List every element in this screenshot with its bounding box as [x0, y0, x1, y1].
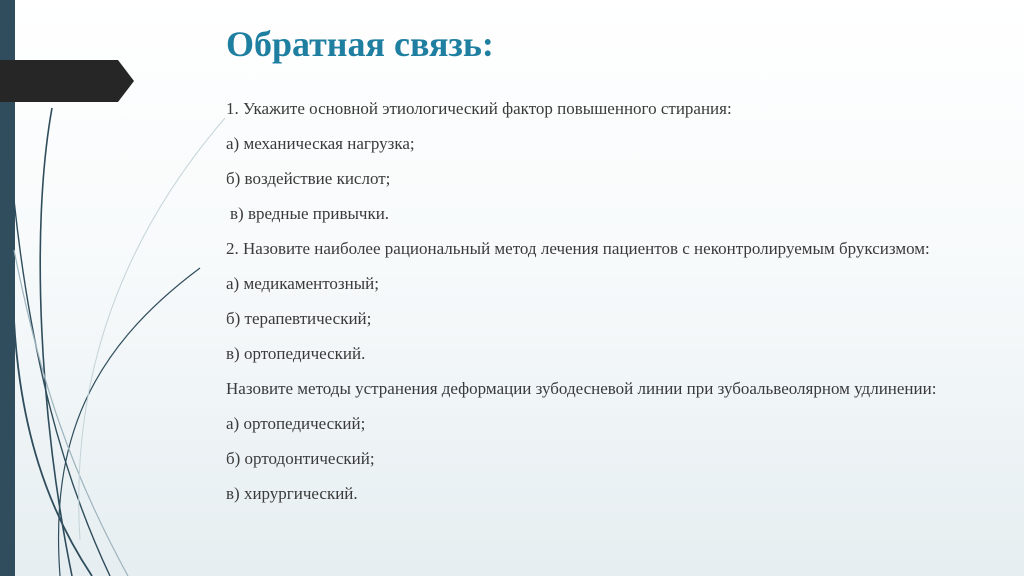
- answer-option: а) медикаментозный;: [226, 274, 379, 293]
- question-3-text: Назовите методы устранения деформации зубодесневой линии при зубоальвеолярном удлинении:: [226, 379, 937, 398]
- answer-option: б) воздействие кислот;: [226, 169, 391, 188]
- deco-curve-5: [79, 118, 225, 540]
- answer-option: в) хирургический.: [226, 484, 358, 503]
- answer-option: б) ортодонтический;: [226, 449, 375, 468]
- deco-curve-1: [40, 108, 72, 576]
- answer-option: а) ортопедический;: [226, 414, 366, 433]
- answer-option: в) ортопедический.: [226, 344, 366, 363]
- answer-option: а) механическая нагрузка;: [226, 134, 415, 153]
- question-1-text: 1. Укажите основной этиологический фактор повышенного стирания:: [226, 99, 732, 118]
- answer-option: в) вредные привычки.: [230, 204, 390, 223]
- deco-curve-4: [14, 250, 128, 576]
- slide-body: [226, 98, 958, 518]
- slide-title: Обратная связь:: [226, 24, 494, 64]
- answer-option: б) терапевтический;: [226, 309, 372, 328]
- title-flag-shape: [0, 0, 140, 110]
- question-2-text: 2. Назовите наиболее рациональный метод лечения пациентов с неконтролируемым бруксизмом:: [226, 239, 930, 258]
